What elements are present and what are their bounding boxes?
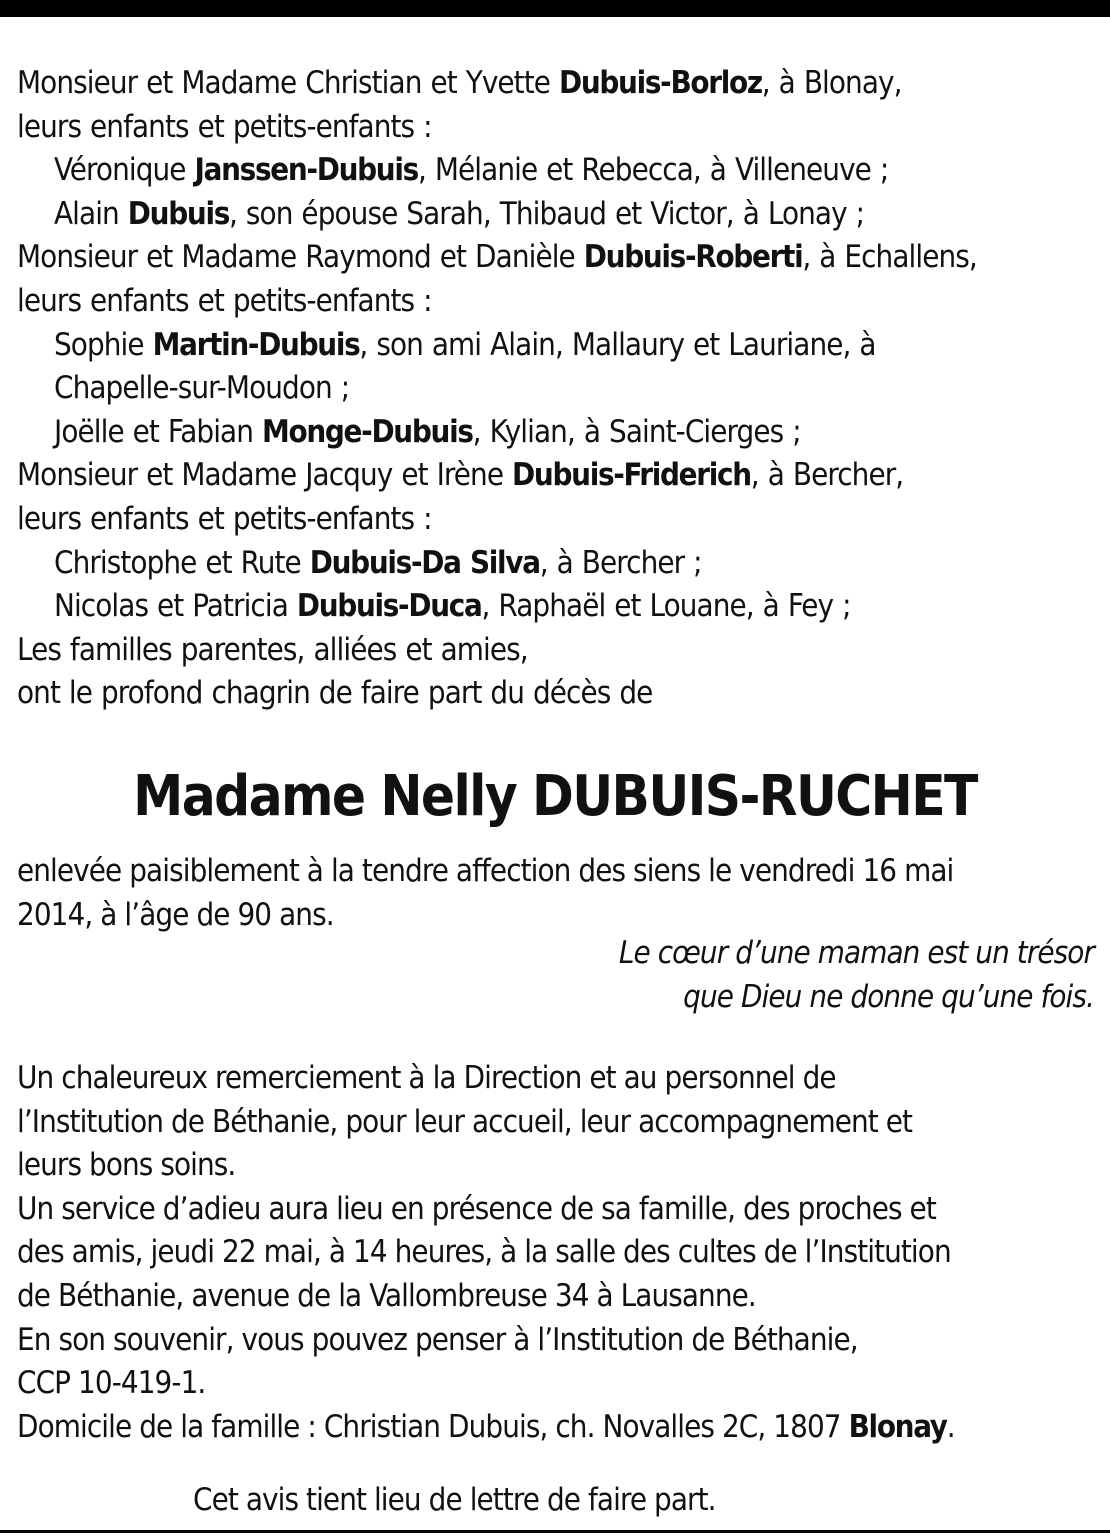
domicile-text: Domicile de la famille : Christian Dubuis, ch. Novalles 2C, 1807 [17,1408,849,1445]
passing-line: 2014, à l’âge de 90 ans. [17,896,334,933]
family-text: Monsieur et Madame Raymond et Danièle [17,239,584,276]
donation-account: CCP 10-419-1. [17,1365,206,1402]
family-line-1 [17,62,1097,106]
family-text: , Raphaël et Louane, à Fey ; [481,588,851,625]
family-surname: Monge-Dubuis [262,413,473,450]
bottom-border-rule [0,1530,1110,1533]
family-line-4 [17,193,1097,237]
family-line-12 [17,542,1097,586]
family-text: leurs enfants et petits-enfants : [17,108,432,145]
family-text: , à Bercher ; [539,544,702,581]
family-text: Monsieur et Madame Christian et Yvette [17,65,559,101]
family-line-9 [17,411,1097,455]
family-text: Nicolas et Patricia [54,588,297,625]
family-surname: Dubuis-Duca [296,588,482,625]
thanks-and-service [17,1057,1097,1449]
thanks-line: l’Institution de Béthanie, pour leur accueil, leur accompagnement et [17,1103,913,1140]
family-line-5 [17,236,1097,280]
family-text: Les familles parentes, alliées et amies, [17,631,528,668]
family-surname: Martin-Dubuis [152,326,360,363]
family-line-7 [17,324,1097,368]
family-surname: Dubuis [127,195,229,232]
family-surname: Dubuis-Friderich [512,457,751,494]
donation-line: En son souvenir, vous pouvez penser à l’Institution de Béthanie, [17,1321,858,1358]
memorial-quote [619,932,1094,1019]
family-line-11 [17,498,1097,542]
family-text: ont le profond chagrin de faire part du décès de [17,675,653,712]
family-text: leurs enfants et petits-enfants : [17,282,432,319]
family-line-2 [17,106,1097,150]
domicile-text: . [946,1408,955,1445]
family-text: , son ami Alain, Mallaury et Lauriane, à [359,326,876,363]
family-text: Christophe et Rute [54,544,310,581]
domicile-town: Blonay [848,1408,947,1445]
family-line-15 [17,672,1097,716]
family-list [17,62,1097,716]
quote-line: que Dieu ne donne qu’une fois. [683,978,1094,1015]
family-line-10 [17,454,1097,498]
family-text: , à Blonay, [761,65,902,101]
quote-line: Le cœur d’une maman est un trésor [618,935,1094,971]
family-surname: Dubuis-Da Silva [309,544,540,581]
family-line-13 [17,585,1097,629]
family-text: , Kylian, à Saint-Cierges ; [472,413,801,450]
family-text: leurs enfants et petits-enfants : [17,500,432,537]
family-line-8 [17,367,1097,411]
family-text: , Mélanie et Rebecca, à Villeneuve ; [417,152,889,189]
family-text: , à Echallens, [802,239,977,276]
family-line-3 [17,149,1097,193]
family-surname: Dubuis-Borloz [558,65,762,101]
family-text: Chapelle-sur-Moudon ; [54,370,350,407]
top-border-rule [0,0,1110,17]
family-text: , à Bercher, [750,457,904,494]
family-text: Alain [54,195,128,232]
family-line-6 [17,280,1097,324]
passing-text [17,850,1097,937]
family-text: , son épouse Sarah, Thibaud et Victor, à Lonay ; [229,195,865,232]
closing-note: Cet avis tient lieu de lettre de faire part. [193,1482,716,1518]
family-text: Joëlle et Fabian [54,413,262,450]
family-surname: Janssen-Dubuis [194,152,418,189]
family-domicile [17,1406,1097,1450]
thanks-line: Un chaleureux remerciement à la Direction et au personnel de [17,1060,836,1096]
thanks-line: leurs bons soins. [17,1147,236,1184]
family-text: Sophie [54,326,153,363]
service-line: Un service d’adieu aura lieu en présence de sa famille, des proches et [17,1190,936,1227]
family-line-14 [17,629,1097,673]
family-text: Véronique [54,152,195,189]
passing-line: enlevée paisiblement à la tendre affection des siens le vendredi 16 mai [17,853,954,889]
service-line: des amis, jeudi 22 mai, à 14 heures, à la salle des cultes de l’Institution [17,1234,951,1271]
family-surname: Dubuis-Roberti [583,239,803,276]
service-line: de Béthanie, avenue de la Vallombreuse 34 à Lausanne. [17,1277,756,1314]
family-text: Monsieur et Madame Jacquy et Irène [17,457,513,494]
deceased-name: Madame Nelly DUBUIS-RUCHET [133,764,977,829]
